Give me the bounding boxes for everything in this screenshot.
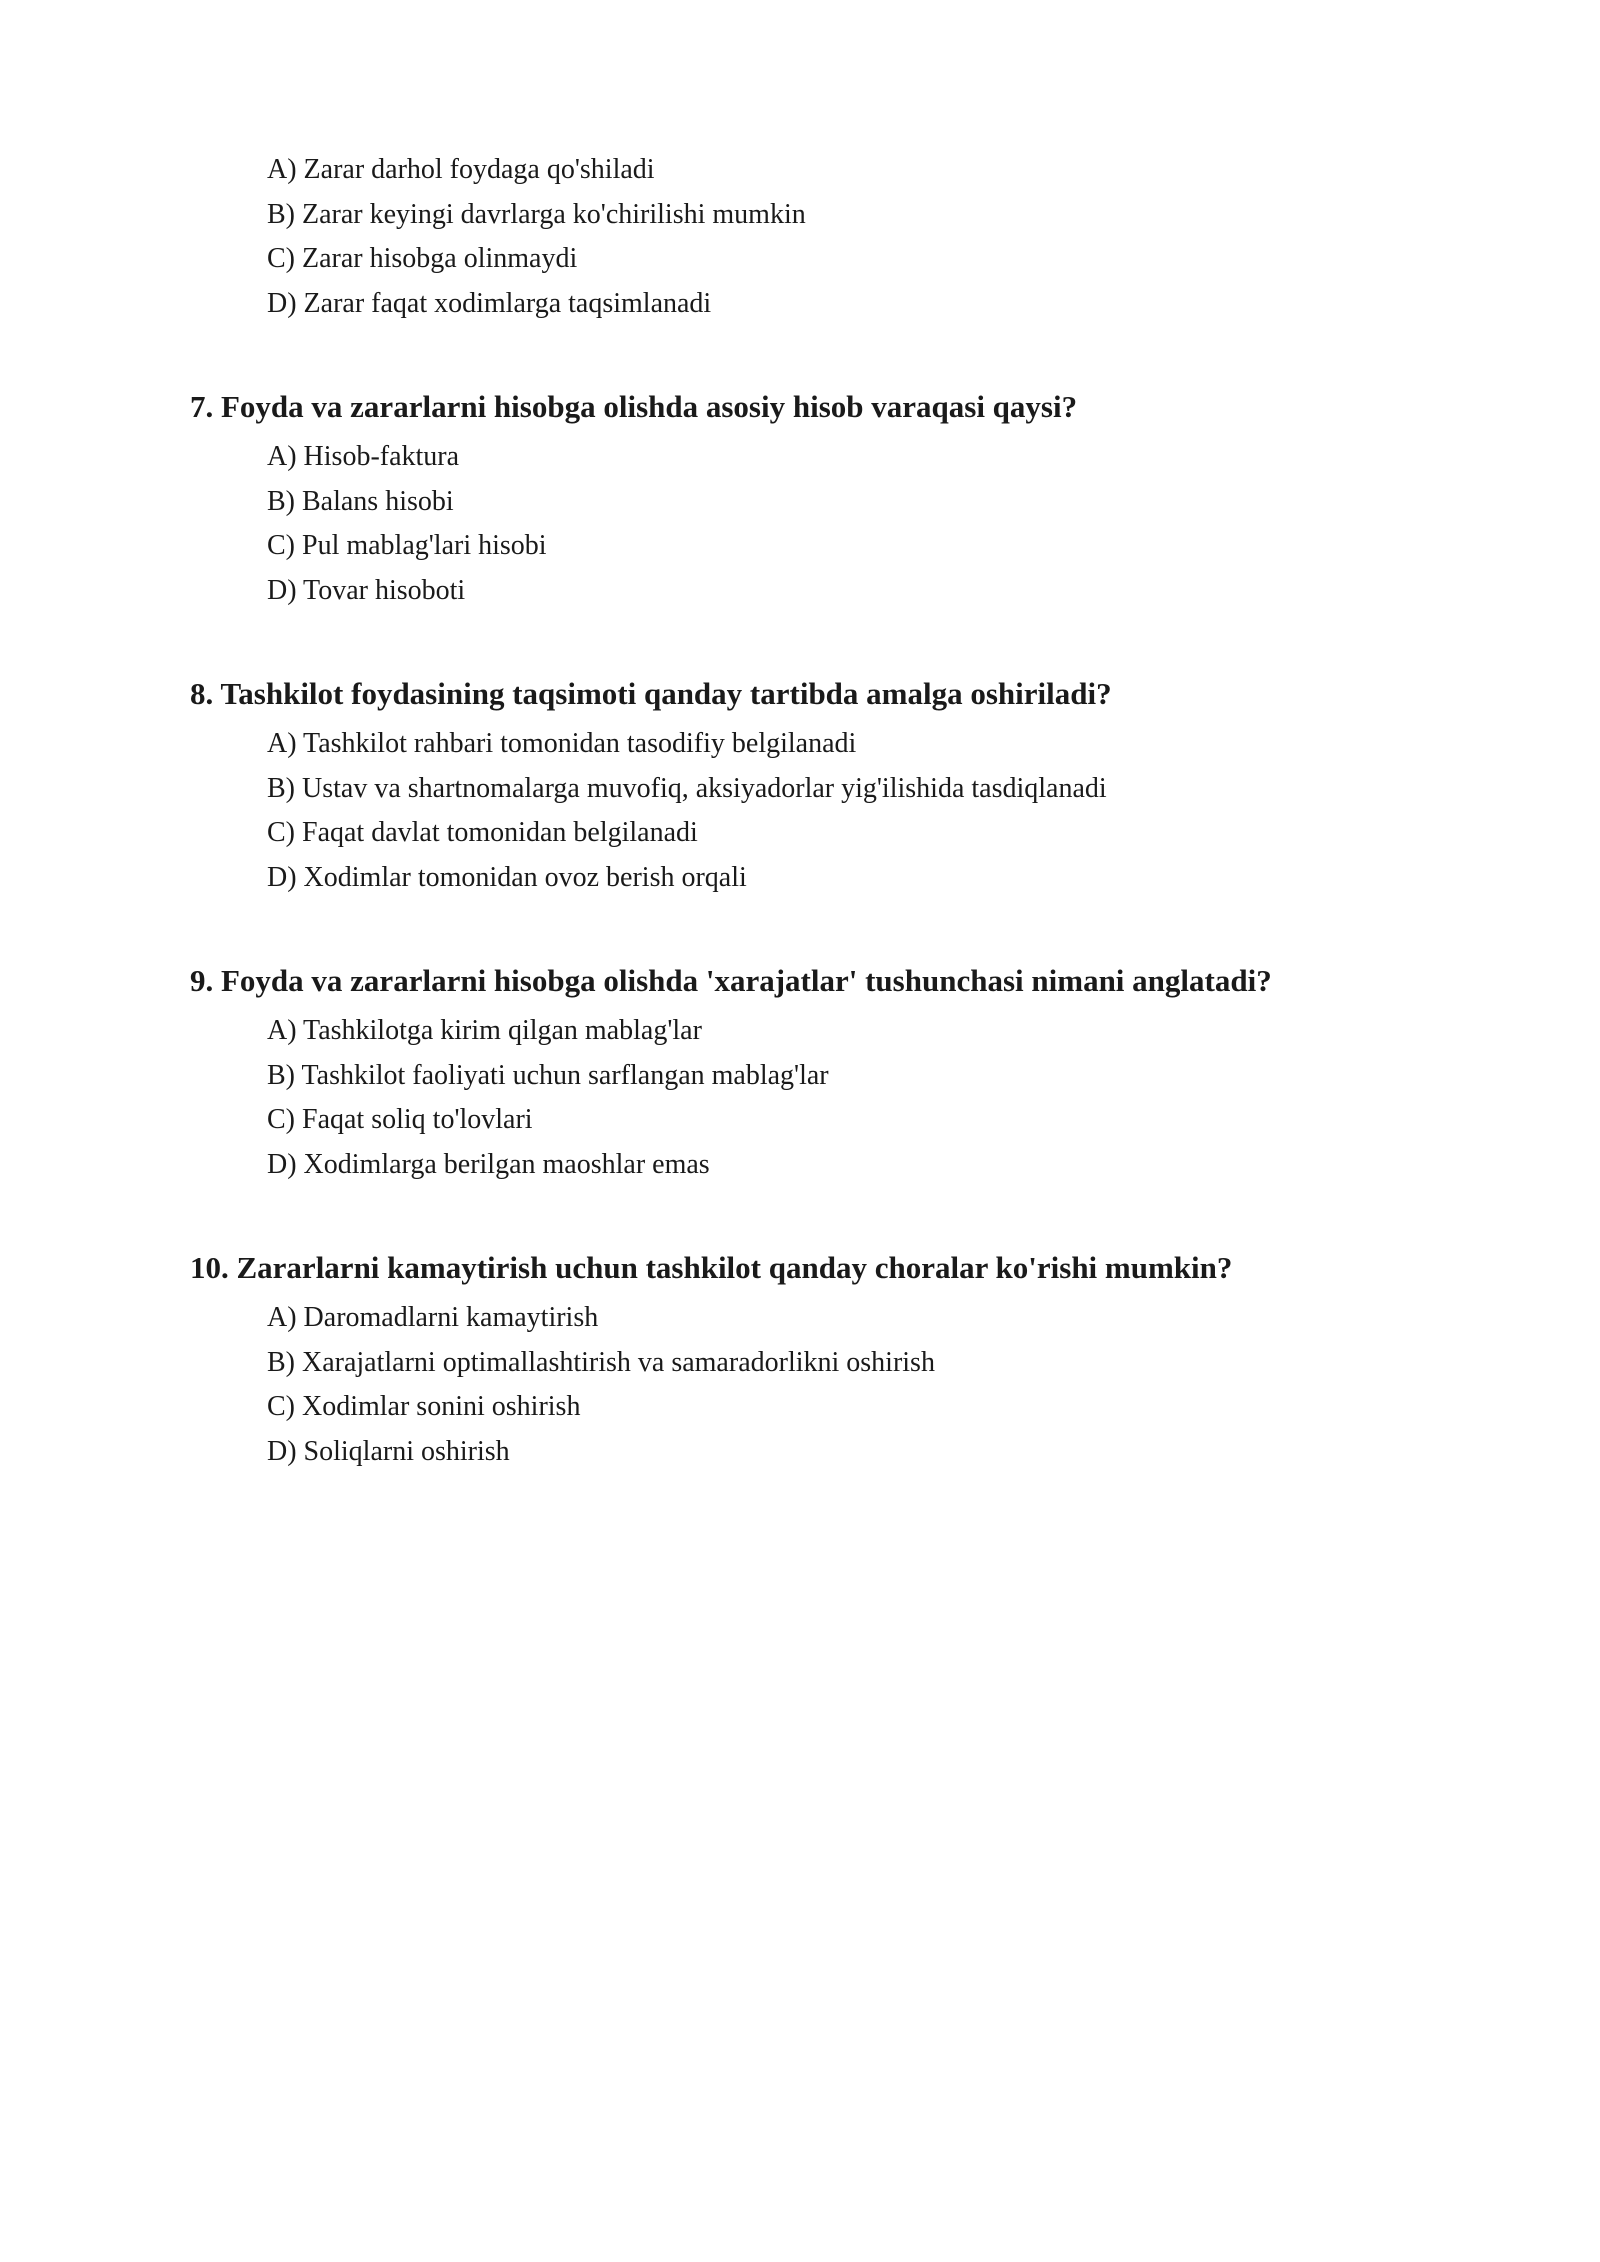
question-7-option-c: C) Pul mablag'lari hisobi: [267, 530, 547, 561]
question-7-option-d: D) Tovar hisoboti: [267, 574, 466, 606]
question-10-title: 10. Zararlarni kamaytirish uchun tashkilot qanday choralar ko'rishi mumkin?: [190, 1250, 1233, 1285]
question-8-option-c: C) Faqat davlat tomonidan belgilanadi: [267, 817, 698, 848]
question-6-option-d: D) Zarar faqat xodimlarga taqsimlanadi: [267, 287, 712, 319]
question-7-options: [267, 435, 547, 613]
question-7-option-b: B) Balans hisobi: [267, 485, 454, 517]
question-10-options: [267, 1296, 935, 1474]
question-6-option-c: C) Zarar hisobga olinmaydi: [267, 243, 578, 274]
question-8-title: 8. Tashkilot foydasining taqsimoti qanday tartibda amalga oshiriladi?: [190, 676, 1112, 711]
question-6-options: [267, 148, 806, 326]
question-9-option-a: A) Tashkilotga kirim qilgan mablag'lar: [267, 1015, 702, 1046]
question-9-options: [267, 1009, 829, 1187]
question-9-option-b: B) Tashkilot faoliyati uchun sarflangan mablag'lar: [267, 1059, 829, 1091]
question-8-option-d: D) Xodimlar tomonidan ovoz berish orqali: [267, 861, 747, 893]
question-8-option-a: A) Tashkilot rahbari tomonidan tasodifiy belgilanadi: [267, 728, 857, 759]
question-6-option-a: A) Zarar darhol foydaga qo'shiladi: [267, 154, 655, 185]
question-7-option-a: A) Hisob-faktura: [267, 441, 460, 472]
question-8-options: [267, 722, 1107, 900]
question-10-option-b: B) Xarajatlarni optimallashtirish va samaradorlikni oshirish: [267, 1346, 935, 1378]
question-10-option-a: A) Daromadlarni kamaytirish: [267, 1302, 599, 1333]
question-7-title: 7. Foyda va zararlarni hisobga olishda asosiy hisob varaqasi qaysi?: [190, 389, 1078, 424]
question-9-option-d: D) Xodimlarga berilgan maoshlar emas: [267, 1148, 710, 1180]
question-9-option-c: C) Faqat soliq to'lovlari: [267, 1104, 533, 1135]
question-9-title: 9. Foyda va zararlarni hisobga olishda 'xarajatlar' tushunchasi nimani anglatadi?: [190, 963, 1272, 998]
question-10-option-c: C) Xodimlar sonini oshirish: [267, 1391, 581, 1422]
question-10-option-d: D) Soliqlarni oshirish: [267, 1435, 510, 1467]
question-8-option-b: B) Ustav va shartnomalarga muvofiq, aksiyadorlar yig'ilishida tasdiqlanadi: [267, 772, 1107, 804]
question-6-option-b: B) Zarar keyingi davrlarga ko'chirilishi mumkin: [267, 198, 806, 230]
